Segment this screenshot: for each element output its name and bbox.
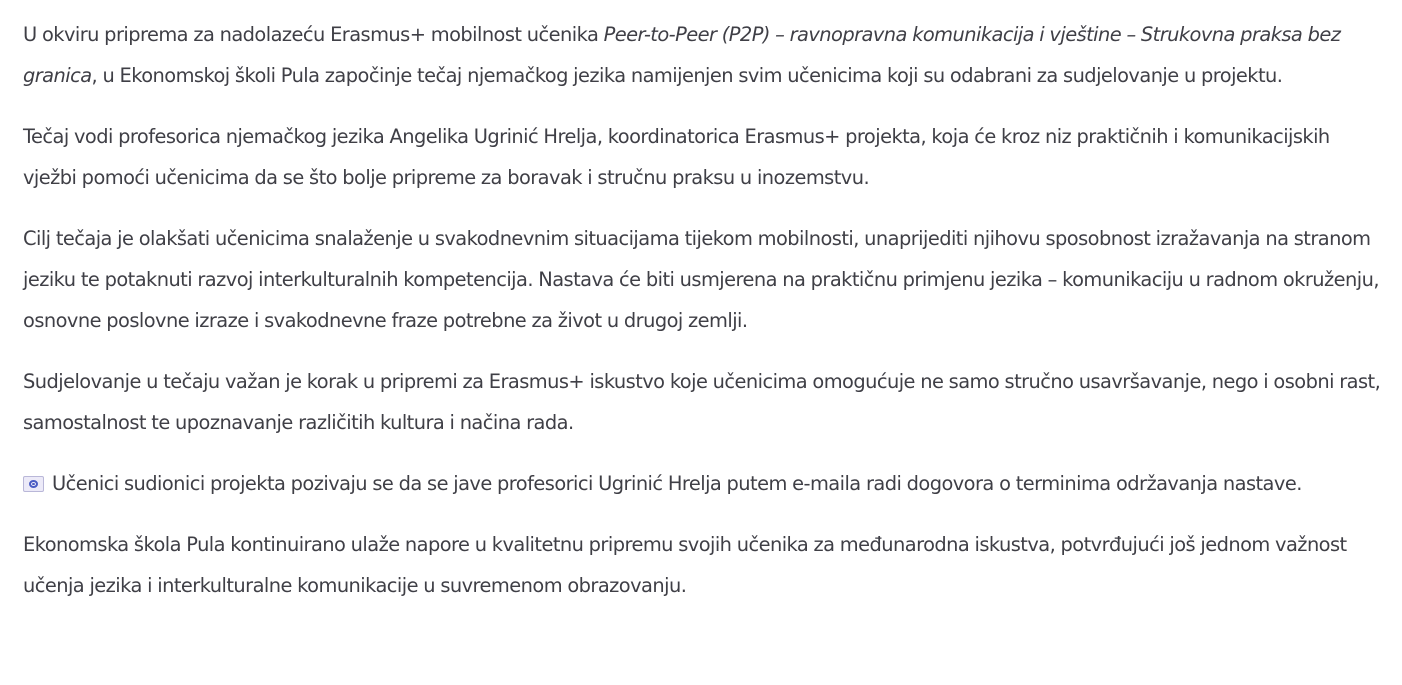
contact-text: Učenici sudionici projekta pozivaju se da se jave profesorici Ugrinić Hrelja putem e-maila radi dogovora o terminima održavanja nastave. (52, 472, 1302, 495)
paragraph-intro (23, 14, 1383, 96)
intro-text: U okviru priprema za nadolazeću Erasmus+ mobilnost učenika (23, 23, 604, 46)
project-title: Peer-to-Peer (P2P) – ravnopravna komunikacija i vještine – Strukovna praksa bez granica (23, 23, 1341, 87)
paragraph-goal: Cilj tečaja je olakšati učenicima snalaženje u svakodnevnim situacijama tijekom mobilnosti, unaprijediti njihovu sposobnost izražavanja na stranom jeziku te potaknuti razvoj interkulturalnih kompetencija. Nastava će biti usmjerena na praktičnu primjenu jezika – komunikaciju u radnom okruženju, osnovne poslovne izraze i svakodnevne fraze potrebne za život u drugoj zemlji. (23, 227, 1379, 332)
intro-text-end: , u Ekonomskoj školi Pula započinje tečaj njemačkog jezika namijenjen svim učenicima koji su odabrani za sudjelovanje u projektu. (91, 64, 1283, 87)
paragraph-closing: Ekonomska škola Pula kontinuirano ulaže napore u kvalitetnu pripremu svojih učenika za međunarodna iskustva, potvrđujući još jednom važnost učenja jezika i interkulturalne komunikacije u suvremenom obrazovanju. (23, 533, 1347, 597)
article-body (23, 14, 1383, 626)
paragraph-contact (23, 463, 1383, 504)
paragraph-participation: Sudjelovanje u tečaju važan je korak u pripremi za Erasmus+ iskustvo koje učenicima omogućuje ne samo stručno usavršavanje, nego i osobni rast, samostalnost te upoznavanje različitih kultura i načina rada. (23, 370, 1381, 434)
paragraph-teacher: Tečaj vodi profesorica njemačkog jezika Angelika Ugrinić Hrelja, koordinatorica Erasmus+ projekta, koja će kroz niz praktičnih i komunikacijskih vježbi pomoći učenicima da se što bolje pripreme za boravak i stručnu praksu u inozemstvu. (23, 125, 1330, 189)
email-icon (23, 476, 44, 492)
